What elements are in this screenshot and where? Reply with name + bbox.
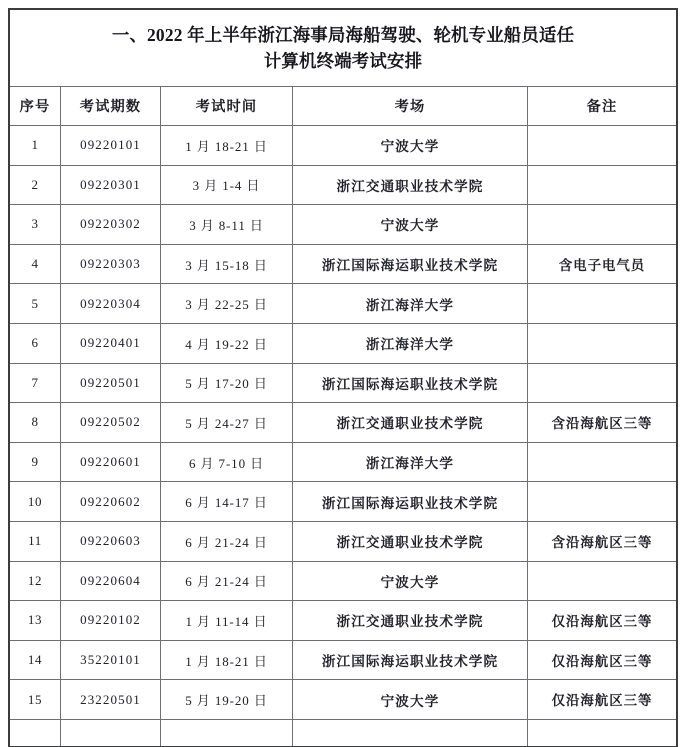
cell-index: [10, 719, 61, 746]
cell-time: 1 月 11-14 日: [161, 601, 293, 641]
exam-schedule-table: [9, 9, 677, 747]
table-row: [10, 244, 677, 284]
cell-period: 09220101: [61, 126, 161, 166]
cell-venue: 浙江海洋大学: [293, 284, 528, 324]
cell-index: 10: [10, 482, 61, 522]
cell-index: 3: [10, 205, 61, 245]
cell-time: 6 月 21-24 日: [161, 561, 293, 601]
cell-period: 09220602: [61, 482, 161, 522]
cell-remark: [528, 363, 677, 403]
cell-index: 8: [10, 403, 61, 443]
column-header-index: 序号: [10, 87, 61, 126]
column-header-remark: 备注: [528, 87, 677, 126]
table-header-row: [10, 87, 677, 126]
cell-time: 3 月 15-18 日: [161, 244, 293, 284]
cell-venue: 浙江国际海运职业技术学院: [293, 244, 528, 284]
table-row: [10, 126, 677, 166]
table-row: [10, 640, 677, 680]
cell-index: 9: [10, 442, 61, 482]
cell-time: 3 月 1-4 日: [161, 165, 293, 205]
cell-index: 1: [10, 126, 61, 166]
cell-remark: 含电子电气员: [528, 244, 677, 284]
title-line-2: 计算机终端考试安排: [263, 51, 423, 71]
cell-venue: 浙江交通职业技术学院: [293, 601, 528, 641]
cell-period: 09220102: [61, 601, 161, 641]
cell-remark: 仅沿海航区三等: [528, 601, 677, 641]
table-row: [10, 442, 677, 482]
title-row: [10, 10, 677, 87]
cell-time: [161, 719, 293, 746]
column-header-period: 考试期数: [61, 87, 161, 126]
cell-period: 09220601: [61, 442, 161, 482]
table-row: [10, 521, 677, 561]
table-body: [10, 10, 677, 747]
table-row: [10, 363, 677, 403]
cell-period: 09220304: [61, 284, 161, 324]
table-row: [10, 284, 677, 324]
cell-period: 09220501: [61, 363, 161, 403]
cell-remark: [528, 284, 677, 324]
column-header-venue: 考场: [293, 87, 528, 126]
cell-remark: [528, 165, 677, 205]
cell-venue: 宁波大学: [293, 126, 528, 166]
table-row: [10, 561, 677, 601]
cell-remark: [528, 442, 677, 482]
cell-index: 2: [10, 165, 61, 205]
cell-period: 09220603: [61, 521, 161, 561]
cell-remark: [528, 205, 677, 245]
cell-remark: 含沿海航区三等: [528, 521, 677, 561]
cell-period: 09220401: [61, 323, 161, 363]
cell-index: 6: [10, 323, 61, 363]
cell-index: 12: [10, 561, 61, 601]
cell-period: 23220501: [61, 680, 161, 720]
cell-venue: 宁波大学: [293, 205, 528, 245]
cell-time: 6 月 21-24 日: [161, 521, 293, 561]
cell-index: 13: [10, 601, 61, 641]
cell-index: 14: [10, 640, 61, 680]
cell-index: 15: [10, 680, 61, 720]
cell-period: 35220101: [61, 640, 161, 680]
cell-remark: [528, 482, 677, 522]
cell-index: 11: [10, 521, 61, 561]
table-row: [10, 482, 677, 522]
cell-period: [61, 719, 161, 746]
cell-venue: 浙江交通职业技术学院: [293, 165, 528, 205]
cell-period: 09220604: [61, 561, 161, 601]
cell-venue: 浙江交通职业技术学院: [293, 403, 528, 443]
cell-remark: 仅沿海航区三等: [528, 680, 677, 720]
cell-venue: 浙江海洋大学: [293, 323, 528, 363]
cell-time: 5 月 17-20 日: [161, 363, 293, 403]
cell-time: 5 月 24-27 日: [161, 403, 293, 443]
cell-time: 3 月 8-11 日: [161, 205, 293, 245]
cell-remark: [528, 561, 677, 601]
cell-time: 1 月 18-21 日: [161, 640, 293, 680]
cell-time: 4 月 19-22 日: [161, 323, 293, 363]
table-row: [10, 165, 677, 205]
cell-venue: [293, 719, 528, 746]
cell-time: 3 月 22-25 日: [161, 284, 293, 324]
table-row: [10, 601, 677, 641]
table-row: [10, 680, 677, 720]
cell-index: 7: [10, 363, 61, 403]
cell-remark: 含沿海航区三等: [528, 403, 677, 443]
title-line-1: 一、2022 年上半年浙江海事局海船驾驶、轮机专业船员适任: [111, 24, 575, 45]
table-row: [10, 205, 677, 245]
table-row: [10, 323, 677, 363]
table-row-clipped: [10, 719, 677, 746]
document-title-cell: [10, 10, 677, 87]
cell-venue: 宁波大学: [293, 561, 528, 601]
cell-venue: 浙江国际海运职业技术学院: [293, 363, 528, 403]
cell-time: 5 月 19-20 日: [161, 680, 293, 720]
cell-period: 09220303: [61, 244, 161, 284]
cell-index: 5: [10, 284, 61, 324]
cell-index: 4: [10, 244, 61, 284]
cell-period: 09220301: [61, 165, 161, 205]
cell-venue: 浙江国际海运职业技术学院: [293, 640, 528, 680]
cell-period: 09220502: [61, 403, 161, 443]
cell-remark: [528, 719, 677, 746]
cell-venue: 浙江国际海运职业技术学院: [293, 482, 528, 522]
cell-period: 09220302: [61, 205, 161, 245]
cell-remark: 仅沿海航区三等: [528, 640, 677, 680]
cell-remark: [528, 126, 677, 166]
cell-time: 6 月 14-17 日: [161, 482, 293, 522]
document-title: [10, 22, 676, 75]
column-header-time: 考试时间: [161, 87, 293, 126]
cell-remark: [528, 323, 677, 363]
cell-venue: 宁波大学: [293, 680, 528, 720]
table-row: [10, 403, 677, 443]
cell-time: 1 月 18-21 日: [161, 126, 293, 166]
cell-venue: 浙江交通职业技术学院: [293, 521, 528, 561]
cell-venue: 浙江海洋大学: [293, 442, 528, 482]
cell-time: 6 月 7-10 日: [161, 442, 293, 482]
